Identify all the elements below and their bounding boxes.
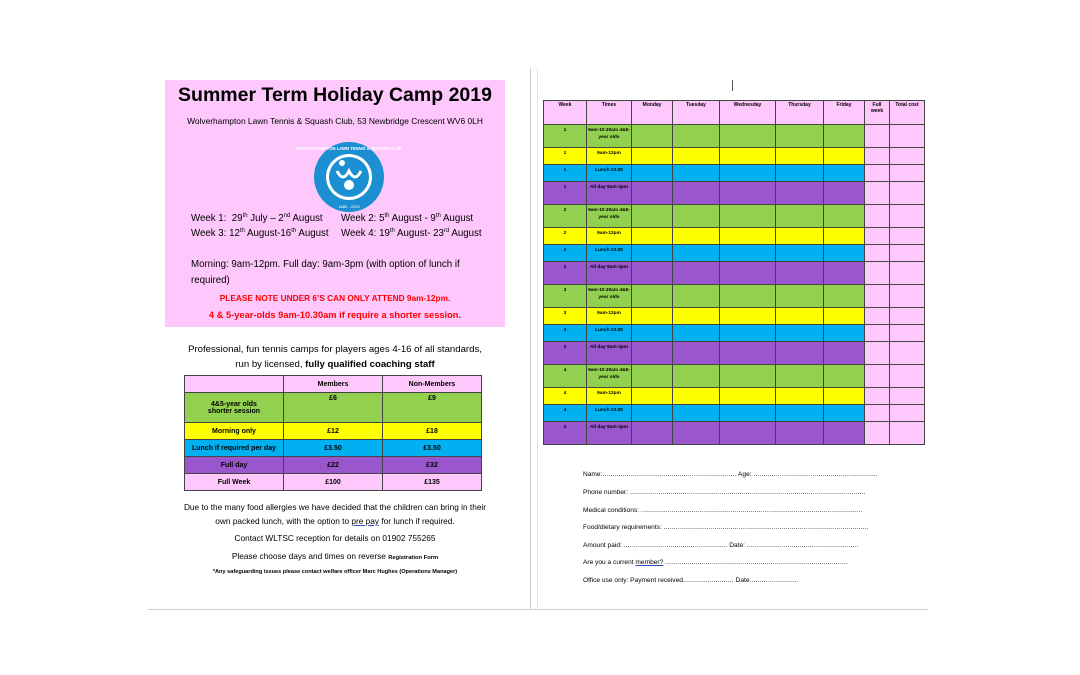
- week-3: Week 3: 12th August-16th August: [191, 228, 329, 240]
- schedule-day-cell[interactable]: [673, 308, 720, 325]
- logo-year: 1885 - 2010: [338, 204, 360, 209]
- schedule-day-cell[interactable]: [776, 125, 824, 148]
- schedule-day-cell[interactable]: [776, 285, 824, 308]
- schedule-week-cell: 2: [544, 262, 587, 285]
- schedule-day-cell[interactable]: [632, 422, 673, 445]
- schedule-day-cell[interactable]: [824, 148, 865, 165]
- schedule-day-cell[interactable]: [673, 325, 720, 342]
- schedule-week-cell: 3: [544, 285, 587, 308]
- schedule-day-cell[interactable]: [824, 422, 865, 445]
- schedule-day-cell[interactable]: [632, 148, 673, 165]
- week-4: Week 4: 19th August- 23rd August: [341, 228, 482, 240]
- full-week-cell[interactable]: [865, 148, 890, 165]
- schedule-time-cell: Lunch £3.50: [587, 245, 632, 262]
- schedule-day-cell[interactable]: [776, 365, 824, 388]
- schedule-row: [544, 388, 925, 405]
- schedule-day-cell[interactable]: [673, 262, 720, 285]
- schedule-day-cell[interactable]: [632, 205, 673, 228]
- food-field[interactable]: Food/dietary requirements: .....................................................................................................: [583, 524, 869, 531]
- schedule-day-cell[interactable]: [824, 308, 865, 325]
- schedule-day-cell[interactable]: [776, 245, 824, 262]
- full-week-cell[interactable]: [865, 388, 890, 405]
- total-cost-cell[interactable]: [890, 228, 925, 245]
- schedule-row: [544, 148, 925, 165]
- full-week-cell[interactable]: [865, 245, 890, 262]
- total-cost-cell[interactable]: [890, 148, 925, 165]
- schedule-day-cell[interactable]: [632, 165, 673, 182]
- schedule-day-cell[interactable]: [720, 365, 776, 388]
- schedule-day-cell[interactable]: [632, 125, 673, 148]
- schedule-time-cell: All day 9am-3pm: [587, 262, 632, 285]
- total-cost-cell[interactable]: [890, 165, 925, 182]
- schedule-day-cell[interactable]: [673, 205, 720, 228]
- schedule-day-cell[interactable]: [720, 285, 776, 308]
- schedule-day-cell[interactable]: [632, 342, 673, 365]
- schedule-day-cell[interactable]: [776, 342, 824, 365]
- table-row: 4&5-year olds shorter session £6 £9: [185, 393, 482, 423]
- schedule-week-cell: 1: [544, 125, 587, 148]
- schedule-week-cell: 4: [544, 365, 587, 388]
- schedule-row: [544, 308, 925, 325]
- schedule-row: [544, 262, 925, 285]
- schedule-day-cell[interactable]: [824, 285, 865, 308]
- schedule-day-cell[interactable]: [824, 228, 865, 245]
- total-cost-cell[interactable]: [890, 342, 925, 365]
- schedule-day-cell[interactable]: [824, 325, 865, 342]
- schedule-row: [544, 165, 925, 182]
- schedule-row: [544, 365, 925, 388]
- schedule-day-cell[interactable]: [720, 325, 776, 342]
- table-row: Morning only £12 £18: [185, 423, 482, 440]
- schedule-row: [544, 228, 925, 245]
- schedule-day-cell[interactable]: [720, 148, 776, 165]
- schedule-time-cell: 9am-12pm: [587, 388, 632, 405]
- schedule-row: [544, 245, 925, 262]
- page-bottom-rule: [148, 609, 928, 610]
- page-title: Summer Term Holiday Camp 2019: [178, 84, 492, 106]
- full-week-cell[interactable]: [865, 285, 890, 308]
- total-cost-cell[interactable]: [890, 405, 925, 422]
- full-week-cell[interactable]: [865, 308, 890, 325]
- schedule-time-cell: All day 9am-3pm: [587, 342, 632, 365]
- total-cost-cell[interactable]: [890, 308, 925, 325]
- schedule-week-cell: 3: [544, 342, 587, 365]
- schedule-time-cell: All day 9am-3pm: [587, 182, 632, 205]
- schedule-day-cell[interactable]: [720, 228, 776, 245]
- intro-text: Professional, fun tennis camps for players ages 4-16 of all standards, run by licensed, fully qualified coaching staff: [188, 344, 482, 370]
- schedule-week-cell: 4: [544, 422, 587, 445]
- page-divider-shadow: [537, 68, 538, 610]
- schedule-day-cell[interactable]: [776, 182, 824, 205]
- club-address: Wolverhampton Lawn Tennis & Squash Club, 53 Newbridge Crescent WV6 0LH: [187, 116, 483, 126]
- schedule-day-cell[interactable]: [720, 262, 776, 285]
- safeguarding-note: *Any safeguarding issues please contact welfare officer Marc Hughes (Operations Manager): [212, 569, 458, 575]
- full-week-cell[interactable]: [865, 325, 890, 342]
- schedule-day-cell[interactable]: [824, 205, 865, 228]
- schedule-day-cell[interactable]: [776, 422, 824, 445]
- schedule-table: [543, 100, 925, 445]
- schedule-week-cell: 2: [544, 205, 587, 228]
- schedule-week-cell: 2: [544, 228, 587, 245]
- total-cost-cell[interactable]: [890, 125, 925, 148]
- schedule-week-cell: 2: [544, 245, 587, 262]
- schedule-day-cell[interactable]: [824, 365, 865, 388]
- schedule-day-cell[interactable]: [776, 262, 824, 285]
- schedule-day-cell[interactable]: [824, 342, 865, 365]
- total-cost-cell[interactable]: [890, 365, 925, 388]
- total-cost-cell[interactable]: [890, 245, 925, 262]
- schedule-time-cell: 9am-10.30am 4&5-year olds: [587, 285, 632, 308]
- schedule-day-cell[interactable]: [824, 245, 865, 262]
- schedule-day-cell[interactable]: [632, 228, 673, 245]
- full-week-cell[interactable]: [865, 165, 890, 182]
- schedule-day-cell[interactable]: [720, 165, 776, 182]
- schedule-day-cell[interactable]: [776, 325, 824, 342]
- schedule-row: [544, 182, 925, 205]
- total-cost-cell[interactable]: [890, 325, 925, 342]
- schedule-week-cell: 4: [544, 388, 587, 405]
- week-1: Week 1: 29th July – 2nd August: [191, 213, 323, 225]
- schedule-day-cell[interactable]: [673, 342, 720, 365]
- schedule-time-cell: 9am-10.30am 4&5-year olds: [587, 125, 632, 148]
- poster-header: [165, 80, 505, 327]
- name-field[interactable]: Name:.................................................................. Age: .............................................................: [583, 471, 878, 478]
- schedule-time-cell: Lunch £3.50: [587, 165, 632, 182]
- page-divider: [530, 68, 531, 610]
- schedule-day-cell[interactable]: [824, 182, 865, 205]
- schedule-day-cell[interactable]: [673, 182, 720, 205]
- schedule-day-cell[interactable]: [720, 308, 776, 325]
- schedule-day-cell[interactable]: [776, 308, 824, 325]
- logo-text: WOLVERHAMPTON LAWN TENNIS & SQUASH CLUB: [296, 146, 402, 151]
- schedule-day-cell[interactable]: [776, 388, 824, 405]
- full-week-cell[interactable]: [865, 422, 890, 445]
- total-cost-cell[interactable]: [890, 205, 925, 228]
- total-cost-cell[interactable]: [890, 388, 925, 405]
- table-row: Full day £22 £32: [185, 457, 482, 474]
- schedule-time-cell: 9am-12pm: [587, 308, 632, 325]
- schedule-day-cell[interactable]: [776, 228, 824, 245]
- schedule-row: [544, 325, 925, 342]
- schedule-day-cell[interactable]: [632, 325, 673, 342]
- schedule-day-cell[interactable]: [673, 148, 720, 165]
- schedule-day-cell[interactable]: [673, 125, 720, 148]
- full-week-cell[interactable]: [865, 182, 890, 205]
- schedule-week-cell: 3: [544, 325, 587, 342]
- schedule-week-cell: 4: [544, 405, 587, 422]
- under-6-note: PLEASE NOTE UNDER 6’S CAN ONLY ATTEND 9am-12pm.: [219, 293, 451, 303]
- total-cost-cell[interactable]: [890, 285, 925, 308]
- schedule-day-cell[interactable]: [720, 388, 776, 405]
- schedule-day-cell[interactable]: [673, 365, 720, 388]
- price-table: [184, 375, 482, 491]
- schedule-day-cell[interactable]: [824, 125, 865, 148]
- schedule-day-cell[interactable]: [720, 245, 776, 262]
- schedule-day-cell[interactable]: [776, 165, 824, 182]
- schedule-row: [544, 205, 925, 228]
- schedule-time-cell: Lunch £3.50: [587, 325, 632, 342]
- total-cost-cell[interactable]: [890, 422, 925, 445]
- club-logo-icon: [296, 141, 402, 213]
- schedule-day-cell[interactable]: [673, 245, 720, 262]
- schedule-row: [544, 422, 925, 445]
- schedule-week-cell: 1: [544, 182, 587, 205]
- schedule-row: [544, 285, 925, 308]
- schedule-time-cell: Lunch £3.50: [587, 405, 632, 422]
- member-field[interactable]: Are you a current member? ..........................................................................................: [583, 559, 849, 566]
- schedule-day-cell[interactable]: [632, 388, 673, 405]
- medical-field[interactable]: Medical conditions: .............................................................................................................: [583, 507, 863, 514]
- full-week-cell[interactable]: [865, 365, 890, 388]
- office-use-field: Office use only: Payment received......................... Date........................: [583, 577, 799, 584]
- price-table-header: Members Non-Members: [185, 376, 482, 393]
- shorter-session-note: 4 & 5-year-olds 9am-10.30am if require a shorter session.: [208, 310, 462, 320]
- schedule-day-cell[interactable]: [776, 405, 824, 422]
- schedule-day-cell[interactable]: [673, 165, 720, 182]
- schedule-header: Week Times Monday Tuesday Wednesday Thursday Friday Full week Total cost: [544, 101, 925, 125]
- schedule-time-cell: 9am-10.30am 4&5-year olds: [587, 365, 632, 388]
- total-cost-cell[interactable]: [890, 182, 925, 205]
- schedule-day-cell[interactable]: [632, 245, 673, 262]
- schedule-day-cell[interactable]: [632, 182, 673, 205]
- schedule-week-cell: 1: [544, 148, 587, 165]
- schedule-day-cell[interactable]: [824, 262, 865, 285]
- full-week-cell[interactable]: [865, 228, 890, 245]
- schedule-time-cell: All day 9am-3pm: [587, 422, 632, 445]
- schedule-day-cell[interactable]: [720, 342, 776, 365]
- full-week-cell[interactable]: [865, 125, 890, 148]
- schedule-row: [544, 342, 925, 365]
- week-2: Week 2: 5th August - 9th August: [341, 213, 474, 225]
- amount-field[interactable]: Amount paid: ................................................... Date: .......................................................: [583, 542, 859, 549]
- schedule-day-cell[interactable]: [632, 308, 673, 325]
- schedule-day-cell[interactable]: [632, 262, 673, 285]
- schedule-time-cell: 9am-12pm: [587, 148, 632, 165]
- schedule-day-cell[interactable]: [673, 285, 720, 308]
- full-week-cell[interactable]: [865, 405, 890, 422]
- schedule-day-cell[interactable]: [720, 405, 776, 422]
- choose-text: Please choose days and times on reverse Registration Form: [231, 551, 439, 561]
- full-week-cell[interactable]: [865, 342, 890, 365]
- schedule-day-cell[interactable]: [673, 228, 720, 245]
- contact-text: Contact WLTSC reception for details on 01902 755265: [234, 533, 436, 543]
- schedule-day-cell[interactable]: [632, 365, 673, 388]
- schedule-week-cell: 3: [544, 308, 587, 325]
- allergy-note: Due to the many food allergies we have decided that the children can bring in their own packed lunch, with the option to pre pay for lunch if required.: [183, 502, 487, 526]
- table-row: Full Week £100 £135: [185, 474, 482, 491]
- schedule-day-cell[interactable]: [824, 165, 865, 182]
- schedule-week-cell: 1: [544, 165, 587, 182]
- schedule-day-cell[interactable]: [673, 405, 720, 422]
- schedule-day-cell[interactable]: [824, 405, 865, 422]
- schedule-time-cell: 9am-10.30am 4&5-year olds: [587, 205, 632, 228]
- schedule-day-cell[interactable]: [720, 205, 776, 228]
- session-times: Morning: 9am-12pm. Full day: 9am-3pm (with option of lunch if required): [191, 259, 460, 286]
- phone-field[interactable]: Phone number: ....................................................................................................................: [583, 489, 866, 496]
- schedule-day-cell[interactable]: [720, 422, 776, 445]
- schedule-day-cell[interactable]: [632, 285, 673, 308]
- schedule-day-cell[interactable]: [673, 422, 720, 445]
- schedule-row: [544, 405, 925, 422]
- text-cursor: [732, 80, 733, 91]
- table-row: Lunch if required per day £3.50 £3.50: [185, 440, 482, 457]
- schedule-day-cell[interactable]: [673, 388, 720, 405]
- schedule-day-cell[interactable]: [632, 405, 673, 422]
- schedule-day-cell[interactable]: [776, 148, 824, 165]
- schedule-day-cell[interactable]: [720, 182, 776, 205]
- schedule-day-cell[interactable]: [824, 388, 865, 405]
- schedule-time-cell: 9am-12pm: [587, 228, 632, 245]
- schedule-day-cell[interactable]: [720, 125, 776, 148]
- schedule-day-cell[interactable]: [776, 205, 824, 228]
- total-cost-cell[interactable]: [890, 262, 925, 285]
- full-week-cell[interactable]: [865, 262, 890, 285]
- full-week-cell[interactable]: [865, 205, 890, 228]
- schedule-row: [544, 125, 925, 148]
